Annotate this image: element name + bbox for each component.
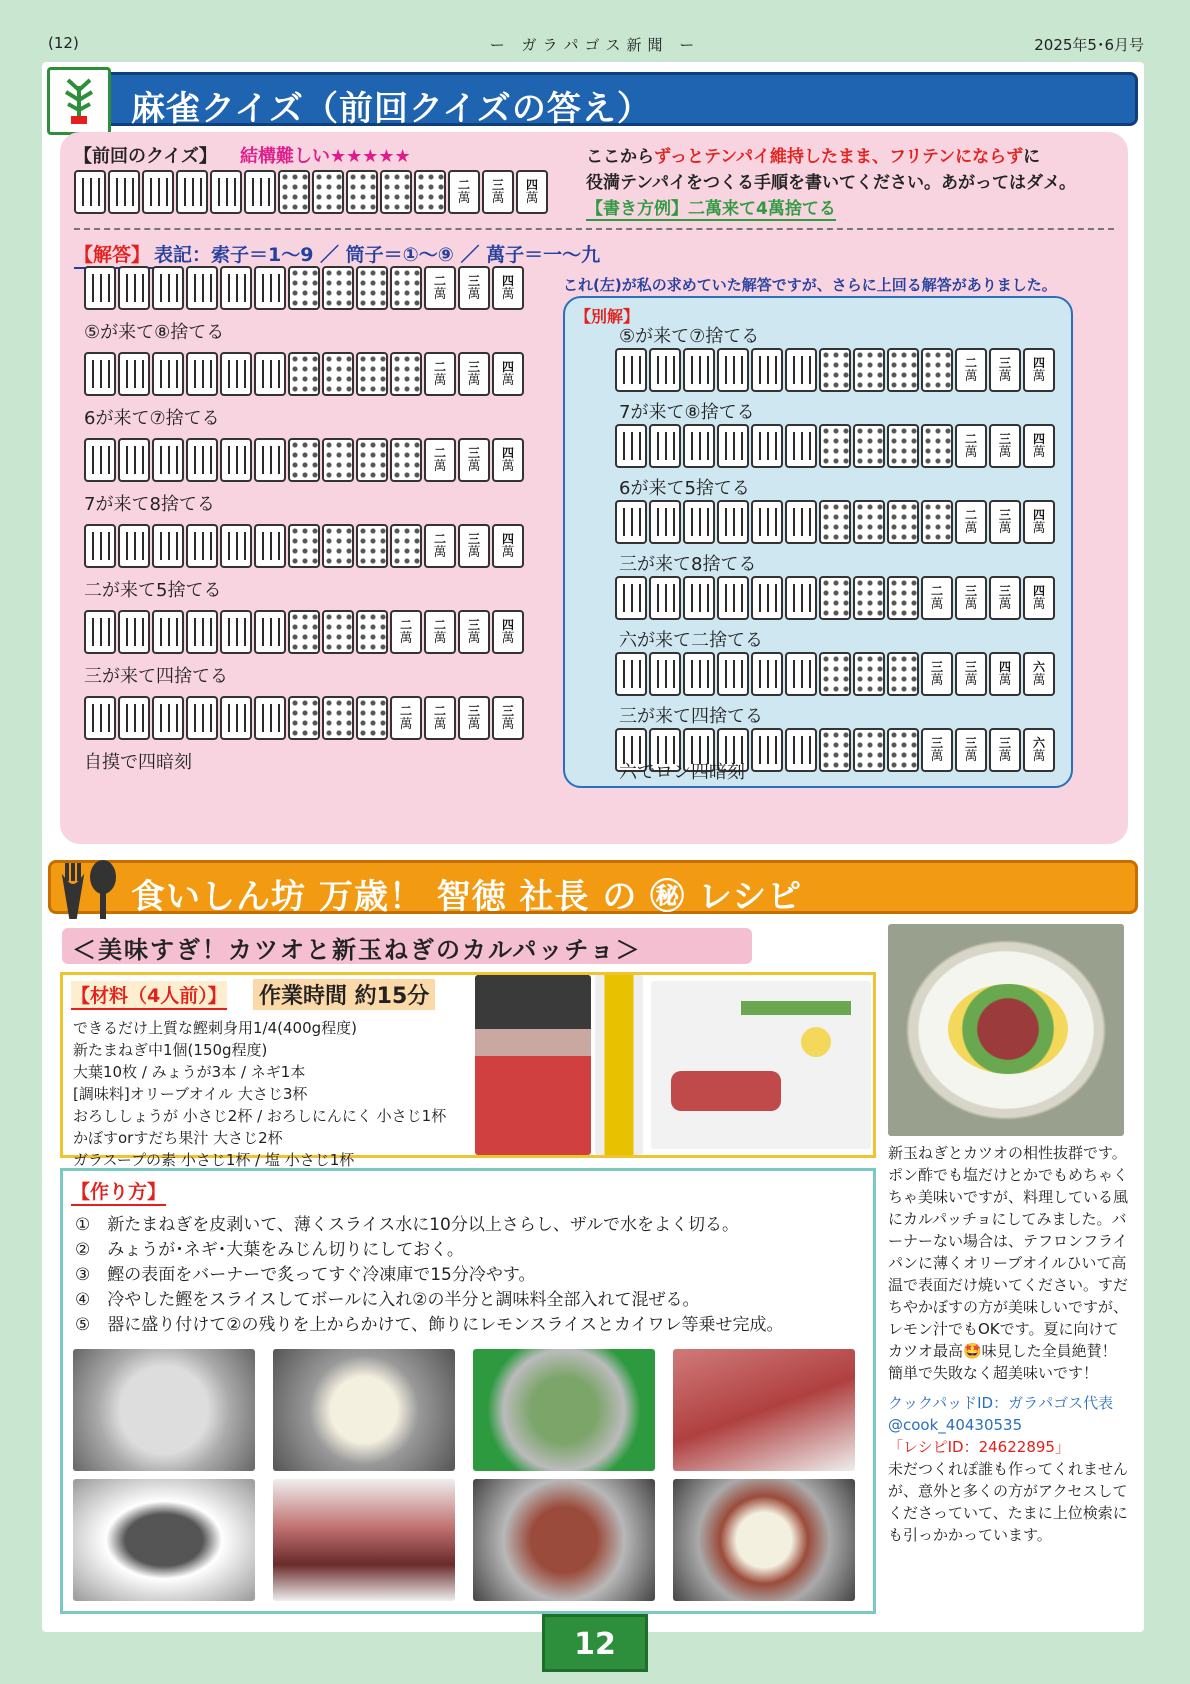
circle-tile-icon (819, 576, 851, 620)
character-tile: 二 萬 (448, 170, 480, 214)
circle-tile-icon (356, 524, 388, 568)
circle-tile-icon (390, 438, 422, 482)
circle-tile-icon (288, 438, 320, 482)
mixing-bowl-photo (473, 1479, 655, 1601)
bamboo-tile-icon (74, 170, 106, 214)
bamboo-tile-icon (118, 524, 150, 568)
character-tile: 三 萬 (458, 610, 490, 654)
bamboo-tile-icon (785, 348, 817, 392)
alt-step: 六が来て二捨てる (619, 630, 763, 651)
circle-tile-icon (819, 500, 851, 544)
ingredients-list (73, 1017, 446, 1171)
bamboo-tile-icon (84, 266, 116, 310)
bamboo-tile-icon (84, 696, 116, 740)
bamboo-tile-icon (717, 424, 749, 468)
circle-tile-icon (887, 348, 919, 392)
bamboo-tile-icon (254, 524, 286, 568)
character-tile: 三 萬 (492, 696, 524, 740)
ingredient-item: ガラスープの素 小さじ1杯 / 塩 小さじ1杯 (73, 1151, 355, 1169)
quiz-hand-tiles (74, 170, 548, 214)
bamboo-tile-icon (210, 170, 242, 214)
circle-tile-icon (278, 170, 310, 214)
prompt-highlight: ずっとテンパイ維持したまま、フリテンにならず (654, 147, 1024, 167)
circle-tile-icon (819, 424, 851, 468)
character-tile: 四 萬 (492, 610, 524, 654)
circle-tile-icon (390, 352, 422, 396)
bamboo-tile-icon (683, 348, 715, 392)
ingredients-label: 【材料（4人前）】 (71, 981, 227, 1010)
quiz-example: 【書き方例】二萬来て4萬捨てる (586, 194, 836, 221)
character-tile: 六 萬 (1023, 652, 1055, 696)
bamboo-tile-icon (220, 610, 252, 654)
raw-bonito-photo (673, 1349, 855, 1471)
answer-tiles-3 (84, 438, 524, 482)
answer-tiles-4 (84, 524, 524, 568)
bamboo-tile-icon (717, 652, 749, 696)
character-tile: 三 萬 (989, 576, 1021, 620)
bamboo-tile-icon (220, 696, 252, 740)
bamboo-tile-icon (84, 352, 116, 396)
circle-tile-icon (356, 266, 388, 310)
finished-dish-photo (888, 924, 1124, 1136)
alt-tiles-4 (615, 576, 1055, 620)
character-tile: 三 萬 (955, 576, 987, 620)
method-step: ② みょうが･ネギ･大葉をみじん切りにしておく。 (75, 1240, 464, 1260)
answer-label: 【解答】 (74, 240, 156, 269)
circle-tile-icon (356, 610, 388, 654)
bamboo-tile-icon (118, 352, 150, 396)
circle-tile-icon (356, 352, 388, 396)
seared-bonito-photo (73, 1479, 255, 1601)
answer-notation: 表記：索子＝1～9 ／ 筒子＝①～⑨ ／ 萬子＝一～九 (154, 244, 601, 266)
bamboo-tile-icon (186, 610, 218, 654)
circle-tile-icon (288, 266, 320, 310)
character-tile: 四 萬 (492, 524, 524, 568)
character-tile: 二 萬 (921, 576, 953, 620)
bamboo-tile-icon (717, 576, 749, 620)
circle-tile-icon (288, 524, 320, 568)
chef-with-fish-photo (475, 975, 591, 1155)
character-tile: 三 萬 (458, 524, 490, 568)
circle-tile-icon (921, 500, 953, 544)
bamboo-tile-icon (649, 576, 681, 620)
circle-tile-icon (853, 348, 885, 392)
newspaper-title: ー ガラパゴス新聞 ー (489, 36, 701, 54)
character-tile: 六 萬 (1023, 728, 1055, 772)
bamboo-tile-icon (254, 696, 286, 740)
circle-tile-icon (819, 652, 851, 696)
alt-answer-box (563, 296, 1073, 788)
character-tile: 三 萬 (921, 728, 953, 772)
character-tile: 三 萬 (458, 438, 490, 482)
circle-tile-icon (819, 728, 851, 772)
circle-tile-icon (853, 424, 885, 468)
ingredient-item: [調味料]オリーブオイル 大さじ3杯 (73, 1085, 308, 1103)
character-tile: 四 萬 (516, 170, 548, 214)
answer-tiles-1 (84, 266, 524, 310)
sliced-bonito-photo (273, 1479, 455, 1601)
character-tile: 四 萬 (1023, 500, 1055, 544)
method-step: ① 新たまねぎを皮剥いて、薄くスライス水に10分以上さらし、ザルで水をよく切る。 (75, 1215, 740, 1235)
character-tile: 二 萬 (390, 610, 422, 654)
bamboo-tile-icon (649, 348, 681, 392)
issue-date: 2025年5･6月号 (1034, 36, 1144, 54)
quiz-section (60, 132, 1128, 844)
quiz-label: 【前回のクイズ】 (74, 146, 217, 167)
mahjong-tile-logo-icon (47, 67, 111, 135)
character-tile: 三 萬 (989, 500, 1021, 544)
circle-tile-icon (288, 610, 320, 654)
circle-tile-icon (414, 170, 446, 214)
bamboo-tile-icon (186, 696, 218, 740)
character-tile: 三 萬 (989, 424, 1021, 468)
circle-tile-icon (887, 728, 919, 772)
circle-tile-icon (380, 170, 412, 214)
bamboo-tile-icon (683, 424, 715, 468)
ingredient-item: おろししょうが 小さじ2杯 / おろしにんにく 小さじ1杯 (73, 1107, 447, 1125)
character-tile: 四 萬 (1023, 576, 1055, 620)
character-tile: 三 萬 (458, 696, 490, 740)
bamboo-tile-icon (615, 576, 647, 620)
bamboo-tile-icon (84, 610, 116, 654)
circle-tile-icon (322, 352, 354, 396)
bamboo-tile-icon (220, 438, 252, 482)
answer-step: 二が来て5捨てる (84, 580, 222, 601)
prompt-text: 役満テンパイをつくる手順を書いてください。あがってはダメ。 (586, 173, 1076, 193)
cookpad-handle: @cook_40430535 (888, 1416, 1023, 1434)
bamboo-tile-icon (152, 352, 184, 396)
alt-step: ⑤が来て⑦捨てる (619, 326, 760, 347)
method-label: 【作り方】 (71, 1177, 166, 1206)
ingredients-box (60, 972, 876, 1169)
character-tile: 四 萬 (492, 438, 524, 482)
bamboo-tile-icon (785, 728, 817, 772)
alt-step: 7が来て⑧捨てる (619, 402, 755, 423)
circle-tile-icon (288, 352, 320, 396)
circle-tile-icon (887, 576, 919, 620)
alt-step: 6が来て5捨てる (619, 478, 750, 499)
prompt-text: ここから (586, 147, 654, 167)
bamboo-tile-icon (717, 348, 749, 392)
bamboo-tile-icon (785, 652, 817, 696)
character-tile: 三 萬 (482, 170, 514, 214)
character-tile: 二 萬 (955, 424, 987, 468)
quiz-prompt (586, 144, 1116, 196)
onion-bowl-photo (73, 1349, 255, 1471)
bamboo-tile-icon (152, 266, 184, 310)
character-tile: 四 萬 (989, 652, 1021, 696)
bamboo-tile-icon (751, 728, 783, 772)
circle-tile-icon (853, 500, 885, 544)
mixed-carpaccio-photo (673, 1479, 855, 1601)
page-number-top: (12) (48, 34, 79, 52)
circle-tile-icon (346, 170, 378, 214)
bamboo-tile-icon (254, 266, 286, 310)
answer-tiles-5 (84, 610, 524, 654)
recipe-id: 「レシピID：24622895」 (888, 1438, 1070, 1456)
bamboo-tile-icon (751, 348, 783, 392)
bamboo-tile-icon (84, 438, 116, 482)
character-tile: 三 萬 (458, 266, 490, 310)
answer-step: 6が来て⑦捨てる (84, 408, 220, 429)
bamboo-tile-icon (751, 500, 783, 544)
alt-answer-note: これ(左)が私の求めていた解答ですが、さらに上回る解答がありました。 (563, 276, 1057, 294)
circle-tile-icon (921, 424, 953, 468)
character-tile: 二 萬 (424, 610, 456, 654)
bamboo-tile-icon (84, 524, 116, 568)
bamboo-tile-icon (142, 170, 174, 214)
bamboo-tile-icon (176, 170, 208, 214)
circle-tile-icon (390, 266, 422, 310)
cookpad-id: クックパッドID：ガラパゴス代表 (888, 1394, 1114, 1412)
bamboo-tile-icon (244, 170, 276, 214)
bamboo-tile-icon (615, 652, 647, 696)
character-tile: 四 萬 (1023, 348, 1055, 392)
bamboo-tile-icon (615, 500, 647, 544)
character-tile: 四 萬 (492, 352, 524, 396)
page-header (0, 34, 1190, 56)
bamboo-tile-icon (118, 696, 150, 740)
circle-tile-icon (921, 348, 953, 392)
character-tile: 三 萬 (921, 652, 953, 696)
method-steps (75, 1213, 783, 1338)
bamboo-tile-icon (683, 652, 715, 696)
character-tile: 三 萬 (955, 652, 987, 696)
closing-text: 未だつくれぽ誰も作ってくれませんが、意外と多くの方がアクセスしてくださっていて、たまに上位検索にも引っかかっています。 (888, 1460, 1129, 1544)
character-tile: 三 萬 (955, 728, 987, 772)
bamboo-tile-icon (683, 500, 715, 544)
bamboo-tile-icon (220, 266, 252, 310)
character-tile: 三 萬 (989, 348, 1021, 392)
comment-text: 新玉ねぎとカツオの相性抜群です。ポン酢でも塩だけとかでもめちゃくちゃ美味いですが、料理している風にカルパッチョにしてみました。バーナーない場合は、テフロンフライパンに薄くオリーブオイルひいて高温で表面だけ焼いてください。すだちやかぼすの方が美味しいですが、レモン汁でもOKです。夏に向けてカツオ最高🤩味見した全員絶賛！簡単で失敗なく超美味いです！ (888, 1144, 1129, 1382)
bamboo-tile-icon (118, 266, 150, 310)
alt-tiles-2 (615, 424, 1055, 468)
bamboo-tile-icon (254, 352, 286, 396)
ingredient-item: 新たまねぎ中1個(150g程度) (73, 1041, 268, 1059)
bamboo-tile-icon (751, 576, 783, 620)
method-step: ③ 鰹の表面をバーナーで炙ってすぐ冷凍庫で15分冷やす。 (75, 1265, 536, 1285)
bamboo-tile-icon (254, 610, 286, 654)
circle-tile-icon (390, 524, 422, 568)
bamboo-tile-icon (118, 610, 150, 654)
recipe-subtitle: ＜美味すぎ！カツオと新玉ねぎのカルパッチョ＞ (62, 928, 752, 964)
bamboo-tile-icon (152, 610, 184, 654)
character-tile: 二 萬 (424, 352, 456, 396)
circle-tile-icon (322, 524, 354, 568)
bamboo-tile-icon (220, 352, 252, 396)
bamboo-tile-icon (649, 424, 681, 468)
circle-tile-icon (853, 576, 885, 620)
bamboo-tile-icon (186, 524, 218, 568)
answer-tiles-2 (84, 352, 524, 396)
circle-tile-icon (356, 696, 388, 740)
bamboo-tile-icon (751, 652, 783, 696)
circle-tile-icon (853, 728, 885, 772)
bamboo-tile-icon (785, 500, 817, 544)
prompt-text: に (1023, 147, 1041, 167)
bamboo-tile-icon (785, 424, 817, 468)
bamboo-tile-icon (649, 500, 681, 544)
bamboo-tile-icon (683, 576, 715, 620)
bamboo-tile-icon (186, 438, 218, 482)
ingredients-photo (651, 981, 871, 1149)
bamboo-tile-icon (118, 438, 150, 482)
circle-tile-icon (356, 438, 388, 482)
character-tile: 四 萬 (1023, 424, 1055, 468)
circle-tile-icon (288, 696, 320, 740)
bamboo-tile-icon (108, 170, 140, 214)
alt-tiles-5 (615, 652, 1055, 696)
character-tile: 四 萬 (492, 266, 524, 310)
circle-tile-icon (322, 696, 354, 740)
bamboo-tile-icon (615, 424, 647, 468)
recipe-comment (888, 1142, 1128, 1546)
character-tile: 二 萬 (424, 524, 456, 568)
bamboo-tile-icon (220, 524, 252, 568)
circle-tile-icon (887, 424, 919, 468)
citrus-juice-bottle-photo (595, 975, 643, 1155)
circle-tile-icon (322, 438, 354, 482)
fork-spoon-icon (57, 859, 123, 921)
character-tile: 三 萬 (458, 352, 490, 396)
character-tile: 二 萬 (955, 348, 987, 392)
answer-tiles-6 (84, 696, 524, 740)
bamboo-tile-icon (152, 696, 184, 740)
bamboo-tile-icon (717, 500, 749, 544)
circle-tile-icon (322, 610, 354, 654)
bamboo-tile-icon (152, 438, 184, 482)
character-tile: 二 萬 (424, 266, 456, 310)
work-time: 作業時間 約15分 (253, 979, 435, 1010)
bamboo-tile-icon (186, 352, 218, 396)
divider (74, 228, 1114, 230)
bamboo-tile-icon (615, 348, 647, 392)
onion-strainer-photo (273, 1349, 455, 1471)
mahjong-quiz-banner (48, 72, 1138, 129)
bamboo-tile-icon (649, 652, 681, 696)
circle-tile-icon (819, 348, 851, 392)
method-step: ④ 冷やした鰹をスライスしてボールに入れ②の半分と調味料全部入れて混ぜる。 (75, 1290, 700, 1310)
alt-tiles-1 (615, 348, 1055, 392)
alt-step: 三が来て8捨てる (619, 554, 757, 575)
banner-title: 食いしん坊 万歳！ 智徳 社長 の ㊙ レシピ (131, 877, 803, 917)
answer-step: 自摸で四暗刻 (84, 752, 192, 773)
circle-tile-icon (853, 652, 885, 696)
recipe-banner (48, 860, 1138, 917)
character-tile: 二 萬 (390, 696, 422, 740)
bamboo-tile-icon (254, 438, 286, 482)
answer-step: ⑤が来て⑧捨てる (84, 322, 225, 343)
alt-answer-label: 【別解】 (575, 307, 640, 326)
answer-step: 7が来て8捨てる (84, 494, 215, 515)
chopped-herbs-photo (473, 1349, 655, 1471)
character-tile: 二 萬 (424, 696, 456, 740)
ingredient-item: 大葉10枚 / みょうが3本 / ネギ1本 (73, 1063, 306, 1081)
alt-tiles-3 (615, 500, 1055, 544)
bamboo-tile-icon (186, 266, 218, 310)
alt-step: 六でロン四暗刻 (619, 762, 745, 783)
circle-tile-icon (887, 652, 919, 696)
character-tile: 二 萬 (955, 500, 987, 544)
answer-step: 三が来て四捨てる (84, 666, 228, 687)
circle-tile-icon (312, 170, 344, 214)
method-step: ⑤ 器に盛り付けて②の残りを上からかけて、飾りにレモンスライスとカイワレ等乗せ完成。 (75, 1315, 784, 1335)
banner-title: 麻雀クイズ（前回クイズの答え） (131, 89, 652, 129)
ingredient-item: できるだけ上質な鰹刺身用1/4(400g程度) (73, 1019, 357, 1037)
alt-step: 三が来て四捨てる (619, 706, 763, 727)
page-number-footer: 12 (542, 1614, 648, 1672)
character-tile: 二 萬 (424, 438, 456, 482)
ingredient-item: かぼすorすだち果汁 大さじ2杯 (73, 1129, 283, 1147)
quiz-difficulty: 結構難しい★★★★★ (240, 146, 411, 167)
method-box (60, 1168, 876, 1614)
bamboo-tile-icon (751, 424, 783, 468)
character-tile: 三 萬 (989, 728, 1021, 772)
circle-tile-icon (887, 500, 919, 544)
circle-tile-icon (322, 266, 354, 310)
bamboo-tile-icon (152, 524, 184, 568)
bamboo-tile-icon (785, 576, 817, 620)
